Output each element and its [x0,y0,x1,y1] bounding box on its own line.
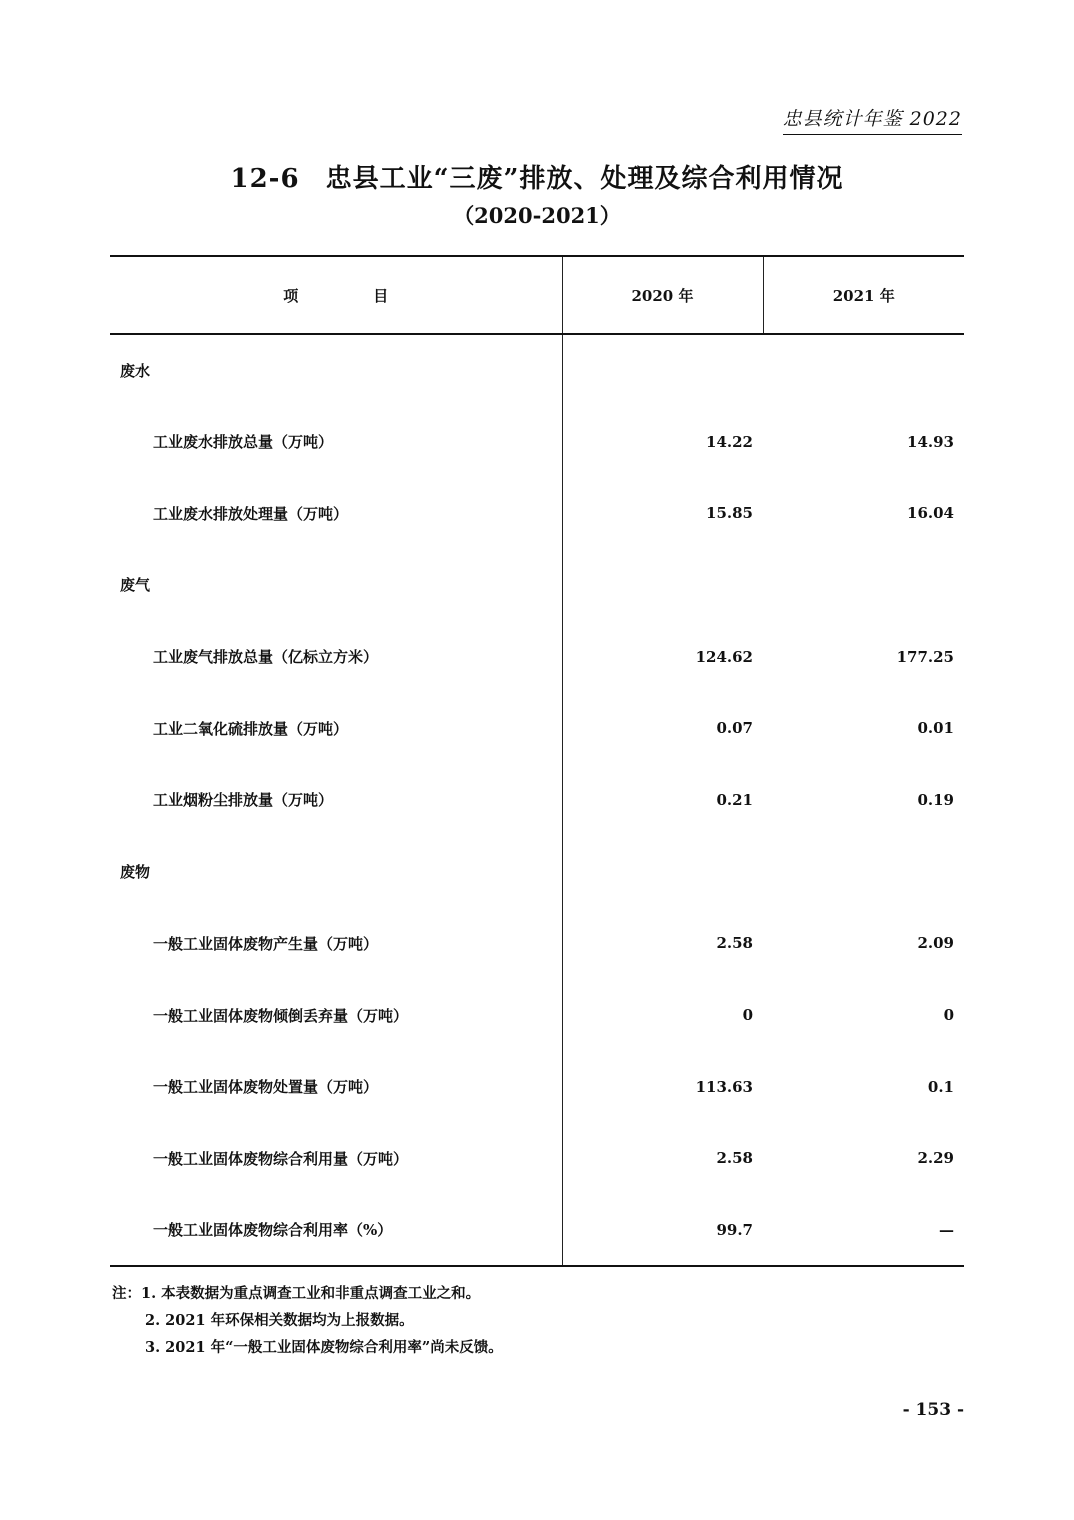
row-label: 工业废气排放总量（亿标立方米） [110,621,562,693]
cell-2021: 0 [943,1006,954,1025]
table-body [110,334,964,1266]
cell-2020 [562,549,763,621]
note-2: 2. 2021 年环保相关数据均为上报数据。 [145,1312,414,1329]
table-section-row [110,549,964,621]
table-row [110,1194,964,1266]
cell-2020: 2.58 [716,934,753,953]
table-section-row [110,836,964,908]
table-notes [112,1280,503,1361]
cell-2020: 113.63 [695,1077,753,1096]
cell-2021: 177.25 [896,647,954,666]
column-header-2021: 2021 年 [763,256,964,334]
row-label: 一般工业固体废物综合利用率（%） [110,1194,562,1266]
cell-2021 [763,334,964,406]
table-row [110,406,964,478]
column-header-item: 项 目 [110,256,562,334]
row-label: 废物 [110,836,562,908]
statistics-table [110,255,964,1267]
table-section-row [110,334,964,406]
page-number: - 153 - [902,1400,964,1420]
table-row [110,764,964,836]
cell-2020: 15.85 [706,504,753,523]
row-label: 废水 [110,334,562,406]
cell-2021: 0.01 [917,719,954,738]
cell-2021: 0.19 [917,790,954,809]
cell-2021: 2.29 [917,1149,954,1168]
table-subtitle: （2020-2021） [453,203,621,228]
cell-2021: — [763,1194,964,1266]
cell-2020: 0 [742,1006,753,1025]
table-number: 12-6 [230,164,300,194]
row-label: 一般工业固体废物处置量（万吨） [110,1051,562,1123]
table-title-text: 忠县工业“三废”排放、处理及综合利用情况 [325,164,844,194]
cell-2020: 2.58 [716,1149,753,1168]
row-label: 一般工业固体废物综合利用量（万吨） [110,1123,562,1195]
row-label: 工业二氧化硫排放量（万吨） [110,692,562,764]
cell-2021 [763,836,964,908]
cell-2020 [562,334,763,406]
row-label: 一般工业固体废物产生量（万吨） [110,908,562,980]
cell-2021 [763,549,964,621]
cell-2020: 124.62 [695,647,753,666]
note-3: 3. 2021 年“一般工业固体废物综合利用率”尚未反馈。 [145,1339,503,1356]
row-label: 工业废水排放处理量（万吨） [110,477,562,549]
table-row [110,621,964,693]
table-row [110,477,964,549]
cell-2021: 0.1 [927,1077,954,1096]
cell-2021: 2.09 [917,934,954,953]
table-row [110,1051,964,1123]
table-row [110,692,964,764]
table-title [0,158,1074,195]
running-head: 忠县统计年鉴 2022 [783,104,962,135]
table-row [110,979,964,1051]
cell-2020: 99.7 [562,1194,763,1266]
table-row [110,908,964,980]
column-header-2020: 2020 年 [562,256,763,334]
cell-2020: 0.07 [716,719,753,738]
cell-2021: 14.93 [907,432,954,451]
table-row [110,1123,964,1195]
row-label: 一般工业固体废物倾倒丢弃量（万吨） [110,979,562,1051]
cell-2020 [562,836,763,908]
row-label: 工业废水排放总量（万吨） [110,406,562,478]
cell-2020: 0.21 [716,790,753,809]
table-header-row [110,256,964,334]
row-label: 工业烟粉尘排放量（万吨） [110,764,562,836]
cell-2020: 14.22 [706,432,753,451]
cell-2021: 16.04 [907,504,954,523]
note-1: 注：1. 本表数据为重点调查工业和非重点调查工业之和。 [112,1285,481,1302]
row-label: 废气 [110,549,562,621]
